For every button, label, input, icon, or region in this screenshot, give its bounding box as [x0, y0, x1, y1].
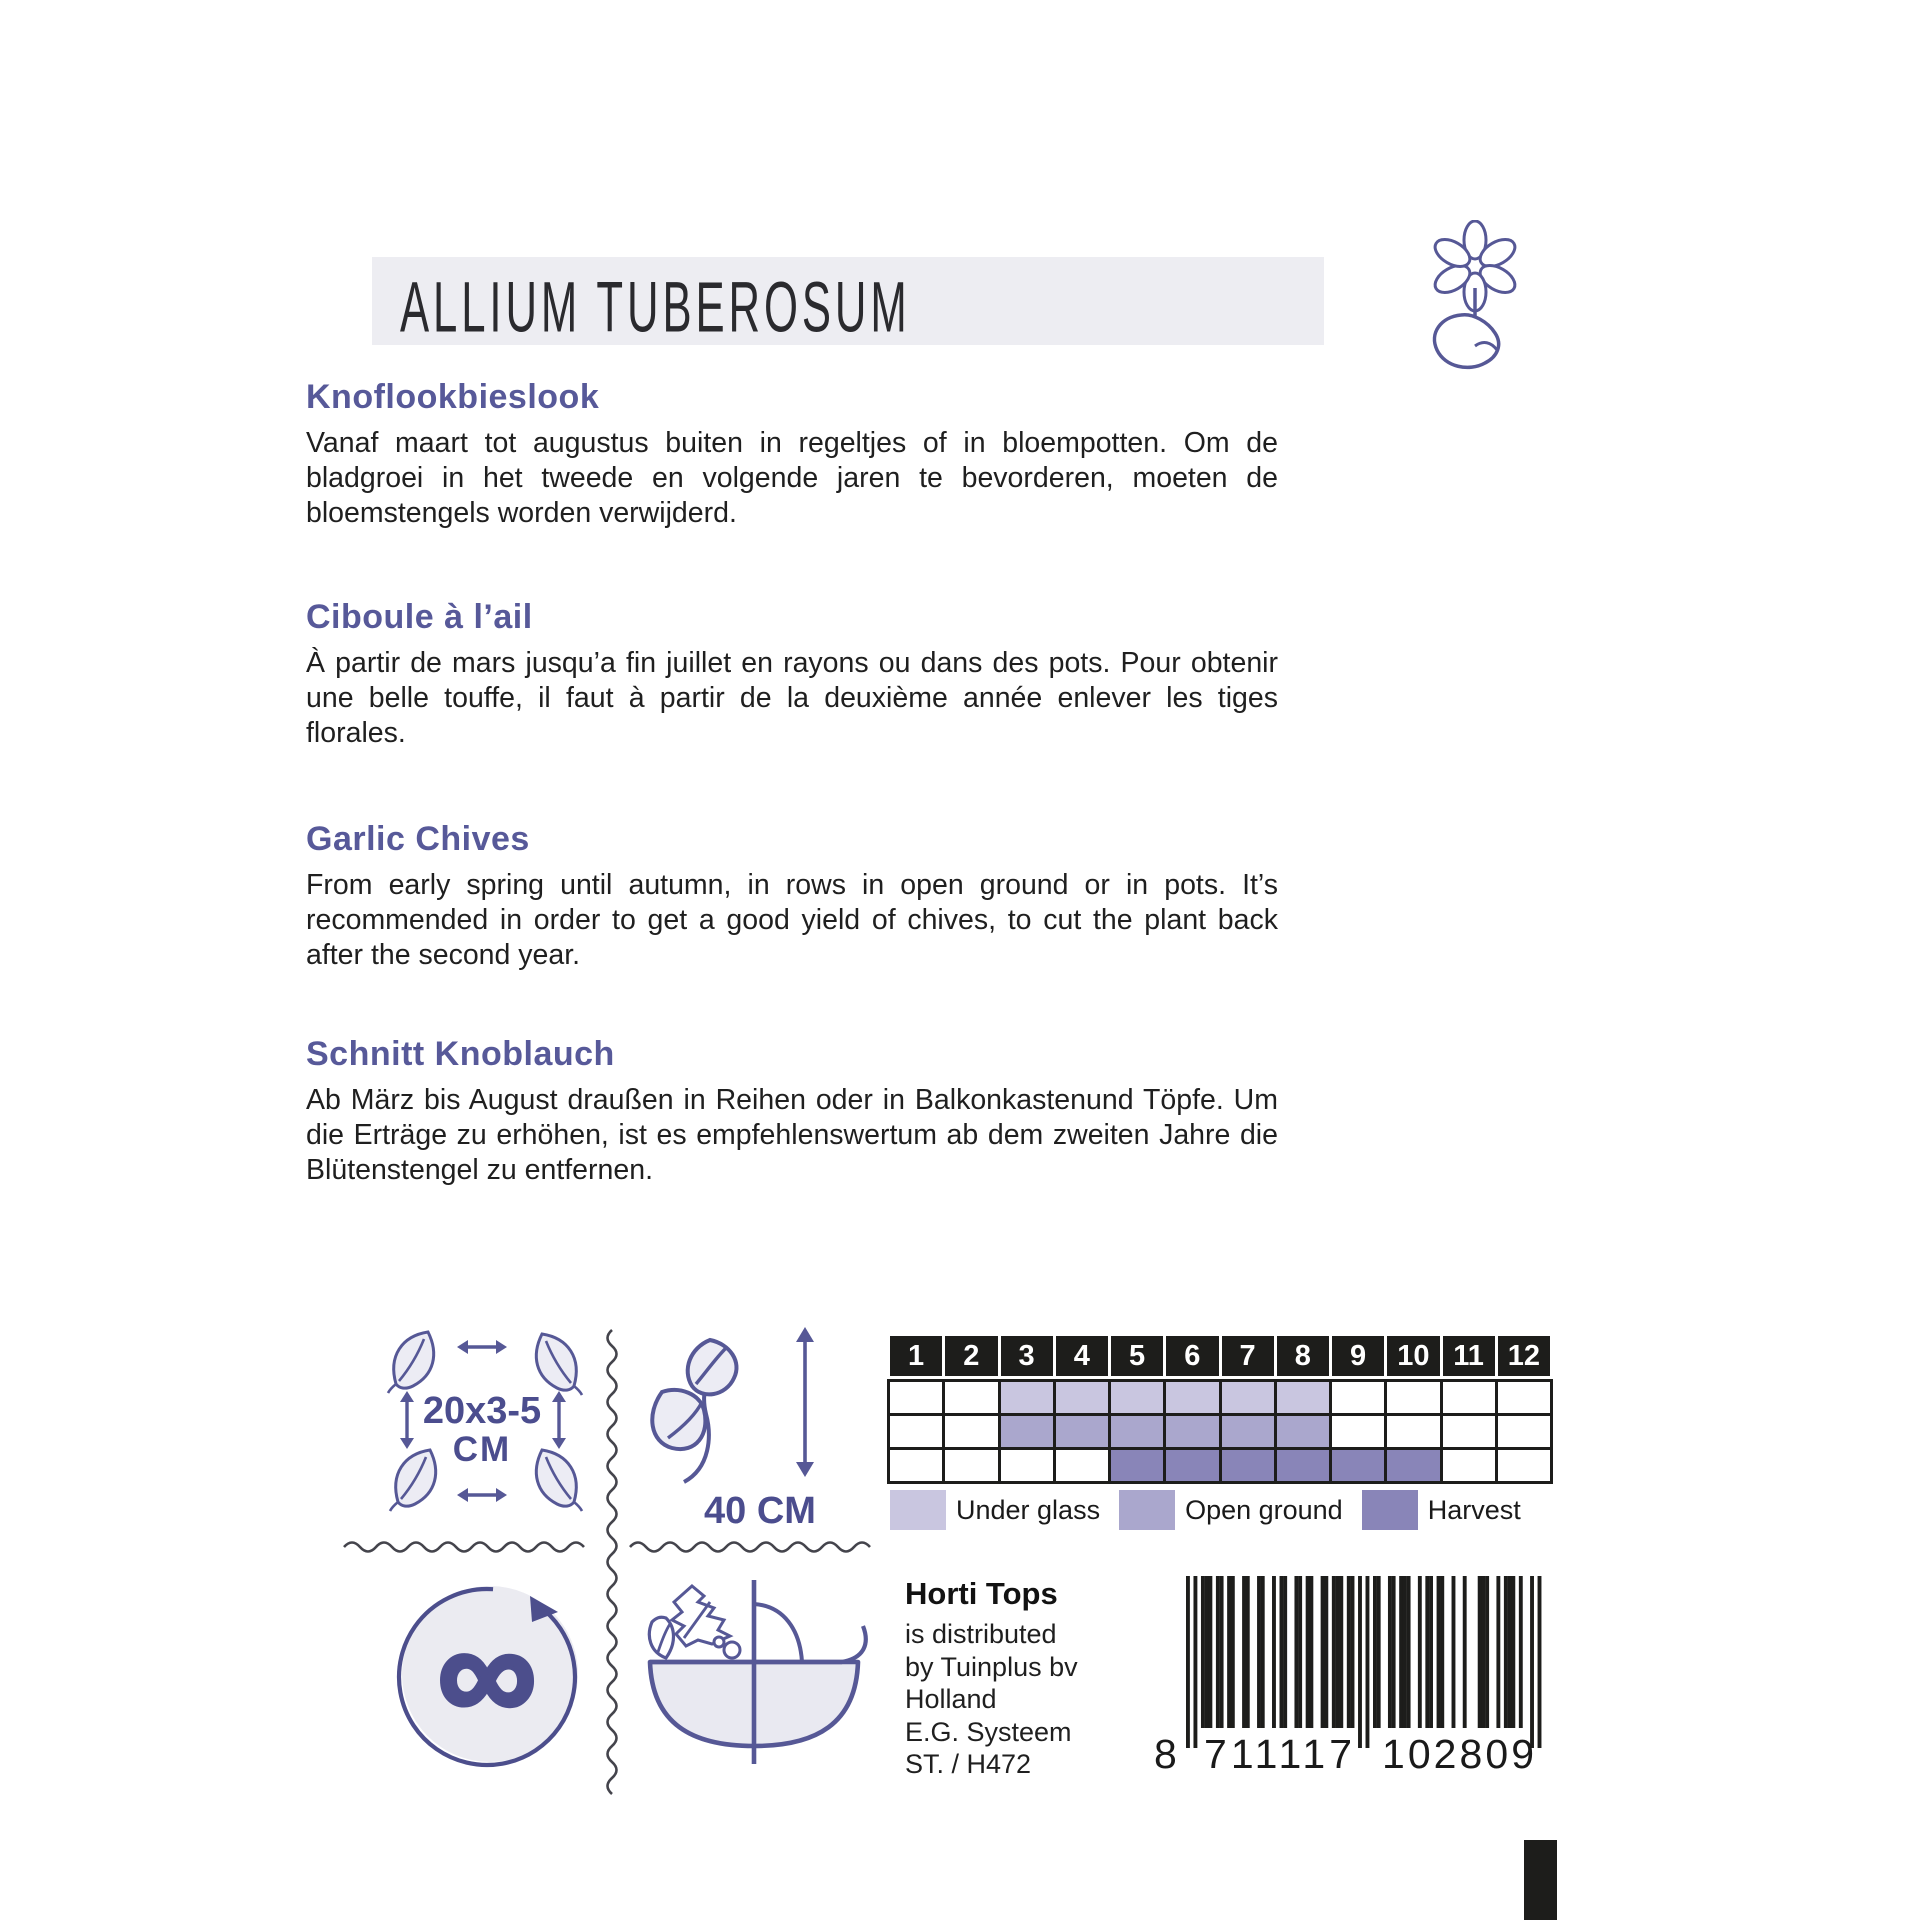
svg-text:711117: 711117	[1204, 1731, 1352, 1777]
calendar-cell-row1-month9	[1332, 1382, 1384, 1413]
calendar-legend	[890, 1490, 1556, 1530]
calendar-cell-row3-month6	[1166, 1450, 1218, 1481]
section-body-english: From early spring until autumn, in rows in open ground or in pots. It’s recommended in order to get a good yield of chives, to cut the plant back after the second year.	[306, 869, 1278, 971]
perennial-icon	[392, 1582, 582, 1772]
infinity-symbol: ∞	[437, 1594, 537, 1751]
calendar-cell-row3-month11	[1443, 1450, 1495, 1481]
print-corner-mark	[1524, 1840, 1557, 1920]
spacing-pictogram	[336, 1326, 592, 1522]
distributor-brand: Horti Tops	[905, 1576, 1058, 1611]
calendar-cell-row3-month9	[1332, 1450, 1384, 1481]
calendar-month-8: 8	[1277, 1336, 1329, 1376]
legend-label: Harvest	[1427, 1494, 1521, 1525]
legend-item	[1119, 1490, 1343, 1530]
calendar-cell-row1-month2	[945, 1382, 997, 1413]
section-body-french: À partir de mars jusqu’a fin juillet en rayons ou dans des pots. Pour obtenir une belle touffe, il faut à partir de la deuxième année enlever les tiges florales.	[306, 647, 1278, 749]
legend-item	[1362, 1490, 1521, 1530]
calendar-cell-row1-month10	[1387, 1382, 1439, 1413]
legend-item	[890, 1490, 1100, 1530]
calendar-cell-row2-month12	[1498, 1416, 1550, 1447]
vertical-arrow-icon	[396, 1390, 418, 1450]
calendar-month-10: 10	[1387, 1336, 1439, 1376]
section-french	[306, 598, 1278, 751]
seedling-icon	[644, 1330, 794, 1485]
wavy-divider-horizontal-right	[628, 1540, 878, 1554]
calendar-cell-row2-month7	[1222, 1416, 1274, 1447]
section-body-german: Ab März bis August draußen in Reihen oder in Balkonkastenund Töpfe. Um die Erträge zu erhöhen, ist es empfehlenswertum ab dem zweiten Jahre die Blütenstengel zu entfernen.	[306, 1084, 1278, 1186]
calendar-cell-row3-month1	[890, 1450, 942, 1481]
section-heading-dutch: Knoflookbieslook	[306, 378, 600, 416]
leaf-icon	[386, 1328, 446, 1394]
calendar-cell-row2-month2	[945, 1416, 997, 1447]
calendar-cell-row2-month5	[1111, 1416, 1163, 1447]
svg-text:102809: 102809	[1382, 1731, 1534, 1777]
spacing-value	[422, 1392, 542, 1469]
section-heading-german: Schnitt Knoblauch	[306, 1035, 615, 1073]
calendar-cell-row2-month11	[1443, 1416, 1495, 1447]
salad-bowl-icon	[632, 1574, 882, 1789]
distributor-info	[905, 1576, 1165, 1781]
calendar-cell-row3-month12	[1498, 1450, 1550, 1481]
vertical-arrow-icon	[548, 1390, 570, 1450]
calendar-cell-row2-month6	[1166, 1416, 1218, 1447]
distributor-line: E.G. Systeem	[905, 1716, 1072, 1747]
legend-label: Open ground	[1185, 1494, 1343, 1525]
section-body-dutch: Vanaf maart tot augustus buiten in regeltjes of in bloempotten. Om de bladgroei in het tweede en volgende jaren te bevorderen, moeten de bloemstengels worden verwijderd.	[306, 427, 1278, 529]
calendar-grid	[887, 1379, 1553, 1484]
calendar-cell-row3-month2	[945, 1450, 997, 1481]
calendar-cell-row1-month1	[890, 1382, 942, 1413]
calendar-month-5: 5	[1111, 1336, 1163, 1376]
distributor-line: is distributed	[905, 1619, 1057, 1649]
wavy-divider-vertical	[604, 1328, 620, 1796]
calendar-month-2: 2	[945, 1336, 997, 1376]
calendar-cell-row2-month9	[1332, 1416, 1384, 1447]
calendar-month-3: 3	[1001, 1336, 1053, 1376]
distributor-line: ST. / H472	[905, 1749, 1032, 1779]
wavy-divider-horizontal-left	[342, 1540, 592, 1554]
title-banner	[372, 257, 1324, 345]
legend-swatch	[1119, 1490, 1175, 1530]
legend-swatch	[1362, 1490, 1418, 1530]
spacing-value-line1: 20x3-5	[422, 1390, 542, 1432]
calendar-cell-row1-month6	[1166, 1382, 1218, 1413]
section-heading-french: Ciboule à l’ail	[306, 598, 533, 636]
barcode-svg	[1148, 1572, 1558, 1777]
calendar-cell-row2-month1	[890, 1416, 942, 1447]
horizontal-arrow-icon	[456, 1484, 508, 1506]
section-dutch	[306, 378, 1278, 531]
calendar-cell-row1-month7	[1222, 1382, 1274, 1413]
calendar-cell-row2-month4	[1056, 1416, 1108, 1447]
calendar-cell-row1-month3	[1001, 1382, 1053, 1413]
calendar-month-1: 1	[890, 1336, 942, 1376]
calendar-cell-row1-month4	[1056, 1382, 1108, 1413]
distributor-line: by Tuinplus bv	[905, 1651, 1078, 1682]
calendar-cell-row2-month8	[1277, 1416, 1329, 1447]
calendar-cell-row3-month7	[1222, 1450, 1274, 1481]
calendar-month-9: 9	[1332, 1336, 1384, 1376]
section-heading-english: Garlic Chives	[306, 820, 530, 858]
page-title: ALLIUM TUBEROSUM	[400, 266, 911, 347]
calendar-cell-row3-month10	[1387, 1450, 1439, 1481]
calendar-month-12: 12	[1498, 1336, 1550, 1376]
calendar-cell-row2-month10	[1387, 1416, 1439, 1447]
calendar-month-header	[890, 1336, 1550, 1376]
calendar-month-11: 11	[1443, 1336, 1495, 1376]
height-value: 40 CM	[704, 1490, 816, 1532]
distributor-line: Holland	[905, 1684, 997, 1714]
calendar-cell-row1-month11	[1443, 1382, 1495, 1413]
calendar-cell-row3-month3	[1001, 1450, 1053, 1481]
calendar-cell-row1-month8	[1277, 1382, 1329, 1413]
height-pictogram	[640, 1326, 865, 1531]
calendar-cell-row3-month8	[1277, 1450, 1329, 1481]
leaf-icon	[524, 1330, 584, 1396]
calendar-month-6: 6	[1166, 1336, 1218, 1376]
section-german	[306, 1035, 1278, 1188]
calendar-cell-row3-month4	[1056, 1450, 1108, 1481]
svg-text:8: 8	[1154, 1731, 1177, 1777]
calendar-cell-row3-month5	[1111, 1450, 1163, 1481]
section-english	[306, 820, 1278, 973]
calendar-cell-row1-month5	[1111, 1382, 1163, 1413]
calendar-cell-row2-month3	[1001, 1416, 1053, 1447]
calendar-cell-row1-month12	[1498, 1382, 1550, 1413]
calendar-month-4: 4	[1056, 1336, 1108, 1376]
height-arrow-icon	[792, 1326, 818, 1478]
legend-label: Under glass	[956, 1494, 1101, 1525]
legend-swatch	[890, 1490, 946, 1530]
flower-bulb-icon	[1415, 220, 1535, 370]
spacing-value-line2: CM	[452, 1429, 512, 1469]
horizontal-arrow-icon	[456, 1336, 508, 1358]
calendar-month-7: 7	[1222, 1336, 1274, 1376]
